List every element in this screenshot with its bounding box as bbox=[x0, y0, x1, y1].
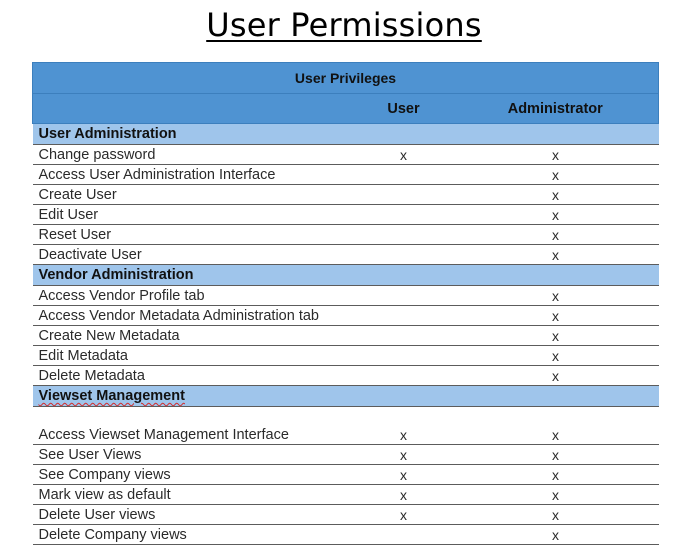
user-mark-cell: x bbox=[355, 465, 453, 485]
table-row bbox=[33, 225, 659, 245]
user-column-header: User bbox=[355, 94, 453, 124]
privilege-cell: See User Views bbox=[33, 445, 355, 465]
administrator-mark-cell: x bbox=[453, 465, 659, 485]
table-row bbox=[33, 407, 659, 445]
table-row bbox=[33, 306, 659, 326]
user-mark-cell bbox=[355, 286, 453, 306]
table-row bbox=[33, 185, 659, 205]
section-header-vendor-administration bbox=[33, 265, 659, 286]
user-mark-cell bbox=[355, 366, 453, 386]
spellcheck-underlined-title: Viewset Management bbox=[38, 388, 185, 404]
table-row bbox=[33, 465, 659, 485]
privilege-cell: Delete User views bbox=[33, 505, 355, 525]
privilege-cell: Access Vendor Metadata Administration tab bbox=[33, 306, 355, 326]
administrator-mark-cell: x bbox=[453, 445, 659, 465]
table-row bbox=[33, 346, 659, 366]
administrator-mark-cell: x bbox=[453, 165, 659, 185]
table-row bbox=[33, 145, 659, 165]
privilege-cell: Create New Metadata bbox=[33, 326, 355, 346]
user-mark-cell bbox=[355, 205, 453, 225]
table-row bbox=[33, 165, 659, 185]
section-header-user-administration bbox=[33, 124, 659, 145]
section-title: User Administration bbox=[33, 124, 659, 145]
user-mark-cell bbox=[355, 225, 453, 245]
page-title: User Permissions bbox=[206, 6, 482, 44]
privileges-caption: User Privileges bbox=[33, 63, 659, 94]
user-mark-cell bbox=[355, 306, 453, 326]
administrator-mark-cell: x bbox=[453, 485, 659, 505]
administrator-mark-cell: x bbox=[453, 245, 659, 265]
table-row bbox=[33, 505, 659, 525]
permissions-table bbox=[32, 62, 659, 545]
privilege-cell: Reset User bbox=[33, 225, 355, 245]
table-row bbox=[33, 445, 659, 465]
administrator-mark-cell: x bbox=[453, 407, 659, 445]
privilege-cell: Deactivate User bbox=[33, 245, 355, 265]
user-mark-cell: x bbox=[355, 407, 453, 445]
table-row bbox=[33, 286, 659, 306]
user-mark-cell bbox=[355, 245, 453, 265]
privilege-cell: Access Viewset Management Interface bbox=[33, 407, 355, 445]
table-row bbox=[33, 525, 659, 545]
user-mark-cell bbox=[355, 185, 453, 205]
user-mark-cell: x bbox=[355, 445, 453, 465]
table-row bbox=[33, 326, 659, 346]
privilege-cell: Access User Administration Interface bbox=[33, 165, 355, 185]
privilege-cell: Edit Metadata bbox=[33, 346, 355, 366]
user-mark-cell: x bbox=[355, 485, 453, 505]
column-header-row bbox=[33, 94, 659, 124]
table-row bbox=[33, 366, 659, 386]
user-mark-cell bbox=[355, 346, 453, 366]
administrator-mark-cell: x bbox=[453, 185, 659, 205]
user-mark-cell bbox=[355, 525, 453, 545]
administrator-mark-cell: x bbox=[453, 525, 659, 545]
section-header-viewset-management bbox=[33, 386, 659, 407]
privilege-cell: Edit User bbox=[33, 205, 355, 225]
privilege-cell: Create User bbox=[33, 185, 355, 205]
administrator-mark-cell: x bbox=[453, 145, 659, 165]
table-row bbox=[33, 485, 659, 505]
privilege-cell: Mark view as default bbox=[33, 485, 355, 505]
user-mark-cell bbox=[355, 165, 453, 185]
user-mark-cell bbox=[355, 326, 453, 346]
administrator-column-header: Administrator bbox=[453, 94, 659, 124]
privilege-column-header bbox=[33, 94, 355, 124]
user-mark-cell: x bbox=[355, 145, 453, 165]
table-row bbox=[33, 205, 659, 225]
user-mark-cell: x bbox=[355, 505, 453, 525]
table-row bbox=[33, 245, 659, 265]
section-title: Vendor Administration bbox=[33, 265, 659, 286]
section-title bbox=[33, 386, 659, 407]
administrator-mark-cell: x bbox=[453, 326, 659, 346]
administrator-mark-cell: x bbox=[453, 306, 659, 326]
privilege-cell: Access Vendor Profile tab bbox=[33, 286, 355, 306]
privilege-cell: Delete Company views bbox=[33, 525, 355, 545]
administrator-mark-cell: x bbox=[453, 505, 659, 525]
privilege-cell: See Company views bbox=[33, 465, 355, 485]
privilege-cell: Change password bbox=[33, 145, 355, 165]
privileges-header-row bbox=[33, 63, 659, 94]
privilege-cell: Delete Metadata bbox=[33, 366, 355, 386]
administrator-mark-cell: x bbox=[453, 366, 659, 386]
administrator-mark-cell: x bbox=[453, 286, 659, 306]
administrator-mark-cell: x bbox=[453, 346, 659, 366]
administrator-mark-cell: x bbox=[453, 205, 659, 225]
administrator-mark-cell: x bbox=[453, 225, 659, 245]
